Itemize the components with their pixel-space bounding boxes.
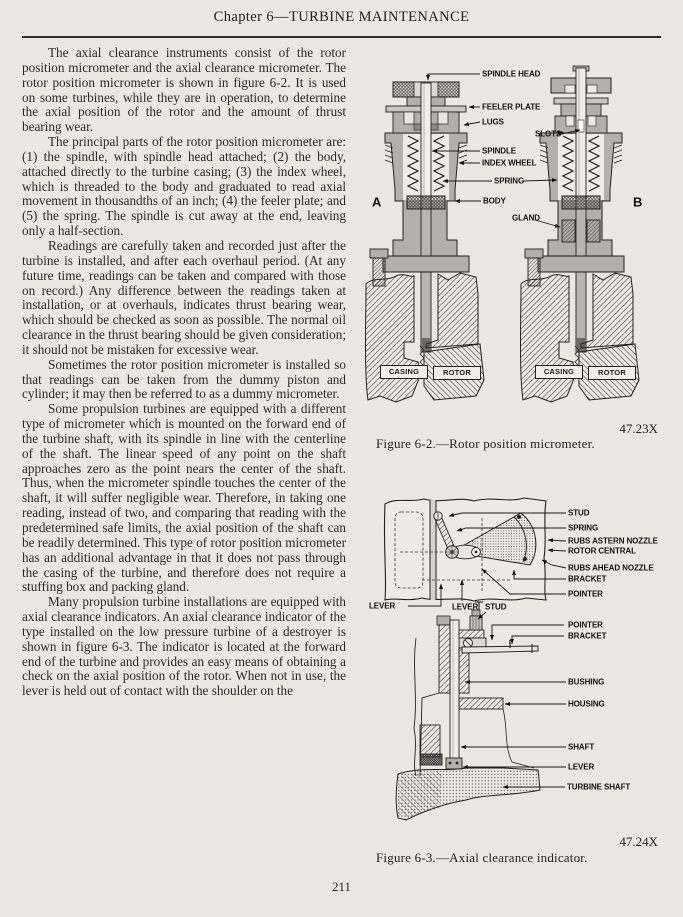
article-paragraph: The axial clearance instruments consist of the rotor position micrometer and the axial clearance micrometer. The rotor position micrometer is shown in figure 6-2. It is used on some turbines, while they are in operation, to determine the axial position of the rotor and the amount of thrust bearing wear. <box>22 45 346 135</box>
body-text-column <box>22 46 346 699</box>
article-paragraph: Many propulsion turbine installations are equipped with axial clearance indicators. An axial clearance indicator of the type installed on the low pressure turbine of a destroyer is shown in figure 6-3. The indicator is located at the forward end of the turbine and provides an easy means of obtaining a check on the axial position of the rotor. When not in use, the lever is held out of contact with the shoulder on the <box>22 594 346 699</box>
fig2-label-casing: CASING <box>535 365 583 379</box>
fig3-label-rubs-ahead-nozzle: RUBS AHEAD NOZZLE <box>568 563 654 573</box>
fig3-label-lever-2: LEVER <box>568 762 595 772</box>
article-paragraph: The principal parts of the rotor position micrometer are: (1) the spindle, with spindle head attached; (2) the body, attached directly to the turbine casing; (3) the index wheel, which is threaded to the body and graduated to read axial movement in thousandths of an inch; (4) the feeler plate; and (5) the spring. The spindle is cut away at the end, leaving only a half-section. <box>22 134 346 239</box>
header-rule <box>22 36 661 38</box>
fig2-credit: 47.23X <box>619 421 658 436</box>
fig3-label-stud: STUD <box>568 508 590 518</box>
fig3-label-bracket: BRACKET <box>568 574 607 584</box>
fig2-label-body: BODY <box>483 196 506 206</box>
fig3-label-lever-mid: LEVER <box>452 602 479 612</box>
article-paragraph: Sometimes the rotor position micrometer is installed so that readings can be taken from the dummy piston and cylinder; it may then be referred to as a dummy micrometer. <box>22 356 346 402</box>
fig2-label-gland: GLAND <box>512 213 540 223</box>
fig3-label-rotor-central: ROTOR CENTRAL <box>568 546 636 556</box>
fig3-label-housing: HOUSING <box>568 699 605 709</box>
fig3-label-lever-left: LEVER <box>369 601 396 611</box>
fig3-label-spring: SPRING <box>568 523 599 533</box>
fig3-label-pointer-2: POINTER <box>568 620 603 630</box>
fig2-label-index-wheel: INDEX WHEEL <box>482 158 537 168</box>
article-paragraph: Some propulsion turbines are equipped with a different type of micrometer which is mounted on the forward end of the turbine shaft, with its spindle in line with the centerline of the shaft. The linear speed of any point on the shaft approaches zero as the point nears the center of the shaft. Thus, when the micrometer spindle touches the center of the shaft, it will suffer negligible wear. Therefore, in taking one reading, instead of two, and comparing that reading with the predetermined safe limits, the axial position of the shaft can be readily determined. This type of rotor position micrometer has an additional advantage in that it does not pass through the casing of the turbine, and therefore does not require a stuffing box and packing gland. <box>22 401 346 595</box>
figure-column <box>362 44 675 906</box>
fig3-credit: 47.24X <box>619 834 658 849</box>
page-number: 211 <box>331 879 352 894</box>
fig3-label-bushing: BUSHING <box>568 677 605 687</box>
fig2-label-slots: SLOTS <box>535 129 562 139</box>
fig3-label-turbine-shaft: TURBINE SHAFT <box>567 782 631 792</box>
fig2-marker-b: B <box>633 194 643 210</box>
fig2-label-lugs: LUGS <box>482 117 504 127</box>
fig2-caption: Figure 6-2.—Rotor position micrometer. <box>376 436 595 451</box>
fig2-label-rotor: ROTOR <box>433 366 481 380</box>
fig2-label-rotor: ROTOR <box>588 366 636 380</box>
fig2-label-casing: CASING <box>380 365 428 379</box>
fig3-label-rubs-astern-nozzle: RUBS ASTERN NOZZLE <box>568 536 658 546</box>
fig2-label-spindle-head: SPINDLE HEAD <box>482 69 541 79</box>
fig2-label-spring: SPRING <box>494 176 525 186</box>
fig3-caption: Figure 6-3.—Axial clearance indicator. <box>376 850 588 865</box>
fig3-label-shaft: SHAFT <box>568 742 595 752</box>
fig3-label-pointer: POINTER <box>568 589 603 599</box>
fig2-marker-a: A <box>372 194 382 210</box>
fig3-label-stud-mid: STUD <box>485 602 507 612</box>
page-title: Chapter 6—TURBINE MAINTENANCE <box>213 9 470 25</box>
article-paragraph: Readings are carefully taken and recorded just after the turbine is installed, and after each overhaul period. (At any future time, readings can be taken and compared with those on record.) Any difference between the readings taken at installation, or at overhauls, indicates thrust bearing wear, which should be checked as soon as possible. The normal oil clearance in the thrust bearing should be given consideration; it should not be mistaken for excessive wear. <box>22 237 346 357</box>
fig2-label-feeler-plate: FEELER PLATE <box>482 102 541 112</box>
fig3-label-bracket-2: BRACKET <box>568 631 607 641</box>
fig2-label-spindle: SPINDLE <box>482 146 516 156</box>
